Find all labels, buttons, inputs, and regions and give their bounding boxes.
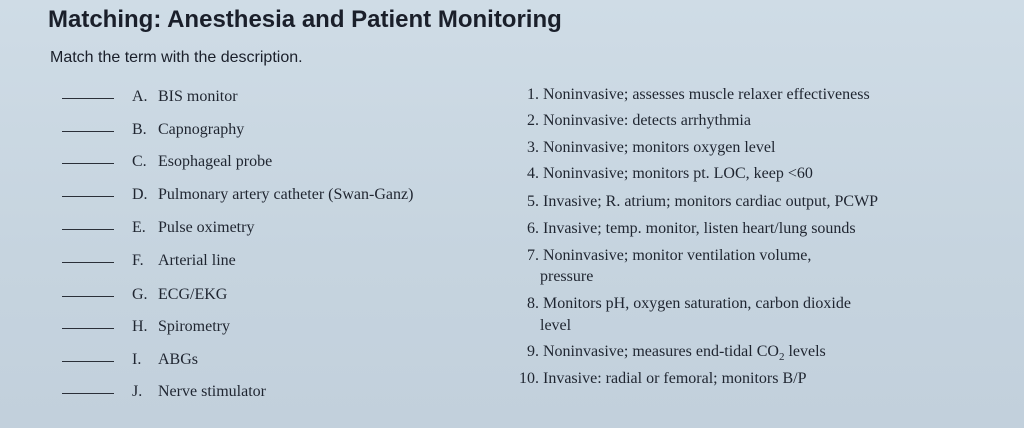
description-2 bbox=[513, 112, 751, 130]
term-g bbox=[62, 286, 227, 304]
description-number: 1. bbox=[527, 86, 539, 103]
term-letter: H. bbox=[132, 318, 148, 335]
description-text: Noninvasive; assesses muscle relaxer effectiveness bbox=[543, 86, 870, 103]
term-text: ABGs bbox=[158, 351, 199, 368]
term-d bbox=[62, 186, 413, 204]
description-7 bbox=[513, 247, 811, 265]
description-number: 2. bbox=[527, 112, 539, 129]
term-text: Pulmonary artery catheter (Swan-Ganz) bbox=[158, 186, 414, 203]
description-text: Noninvasive: detects arrhythmia bbox=[543, 112, 751, 129]
term-letter: D. bbox=[132, 186, 148, 203]
description-number: 9. bbox=[527, 343, 539, 360]
term-letter: E. bbox=[132, 219, 146, 236]
term-text: Nerve stimulator bbox=[158, 383, 266, 400]
subscript: 2 bbox=[778, 351, 785, 364]
answer-blank[interactable] bbox=[62, 328, 114, 329]
description-9 bbox=[513, 343, 826, 363]
description-8 bbox=[513, 295, 851, 313]
term-letter: J. bbox=[132, 383, 143, 400]
term-f bbox=[62, 252, 236, 270]
answer-blank[interactable] bbox=[62, 98, 114, 99]
term-text: ECG/EKG bbox=[158, 286, 228, 303]
instructions: Match the term with the description. bbox=[50, 49, 303, 66]
description-text: Monitors pH, oxygen saturation, carbon dioxide bbox=[543, 295, 851, 312]
term-text: Pulse oximetry bbox=[158, 219, 255, 236]
term-text: Esophageal probe bbox=[158, 153, 273, 170]
description-4 bbox=[513, 165, 813, 183]
term-a bbox=[62, 88, 238, 106]
answer-blank[interactable] bbox=[62, 393, 114, 394]
term-h bbox=[62, 318, 230, 336]
term-j bbox=[62, 383, 266, 401]
description-10 bbox=[513, 370, 807, 388]
answer-blank[interactable] bbox=[62, 229, 114, 230]
term-text: BIS monitor bbox=[158, 88, 238, 105]
description-8-continued: level bbox=[540, 317, 572, 334]
answer-blank[interactable] bbox=[62, 196, 114, 197]
answer-blank[interactable] bbox=[62, 131, 114, 132]
term-text: Arterial line bbox=[158, 252, 236, 269]
page-title: Matching: Anesthesia and Patient Monitoring bbox=[48, 6, 562, 33]
description-tail: levels bbox=[784, 343, 826, 360]
description-number: 6. bbox=[527, 220, 539, 237]
description-number: 10. bbox=[519, 370, 539, 387]
term-i bbox=[62, 351, 198, 369]
answer-blank[interactable] bbox=[62, 163, 114, 164]
description-1 bbox=[513, 86, 870, 104]
description-number: 3. bbox=[527, 139, 539, 156]
answer-blank[interactable] bbox=[62, 262, 114, 263]
term-text: Capnography bbox=[158, 121, 245, 138]
term-text: Spirometry bbox=[158, 318, 230, 335]
term-letter: C. bbox=[132, 153, 147, 170]
term-e bbox=[62, 219, 254, 237]
description-text: Invasive; temp. monitor, listen heart/lung sounds bbox=[543, 220, 856, 237]
description-text: Noninvasive; monitor ventilation volume, bbox=[543, 247, 812, 264]
term-c bbox=[62, 153, 272, 171]
term-letter: B. bbox=[132, 121, 147, 138]
description-7-continued: pressure bbox=[540, 268, 594, 285]
answer-blank[interactable] bbox=[62, 296, 114, 297]
description-text: Invasive: radial or femoral; monitors B/P bbox=[543, 370, 807, 387]
answer-blank[interactable] bbox=[62, 361, 114, 362]
description-text: Noninvasive; monitors oxygen level bbox=[543, 139, 776, 156]
description-text: Noninvasive; monitors pt. LOC, keep <60 bbox=[543, 165, 813, 182]
description-number: 7. bbox=[527, 247, 539, 264]
term-letter: G. bbox=[132, 286, 148, 303]
description-text: Noninvasive; measures end-tidal CO bbox=[543, 343, 779, 360]
description-number: 5. bbox=[527, 193, 539, 210]
term-letter: F. bbox=[132, 252, 144, 269]
description-6 bbox=[513, 220, 856, 238]
description-3 bbox=[513, 139, 775, 157]
term-b bbox=[62, 121, 244, 139]
description-text: Invasive; R. atrium; monitors cardiac output, PCWP bbox=[543, 193, 879, 210]
description-number: 4. bbox=[527, 165, 539, 182]
description-number: 8. bbox=[527, 295, 539, 312]
term-letter: A. bbox=[132, 88, 148, 105]
term-letter: I. bbox=[132, 351, 142, 368]
description-5 bbox=[513, 193, 878, 211]
